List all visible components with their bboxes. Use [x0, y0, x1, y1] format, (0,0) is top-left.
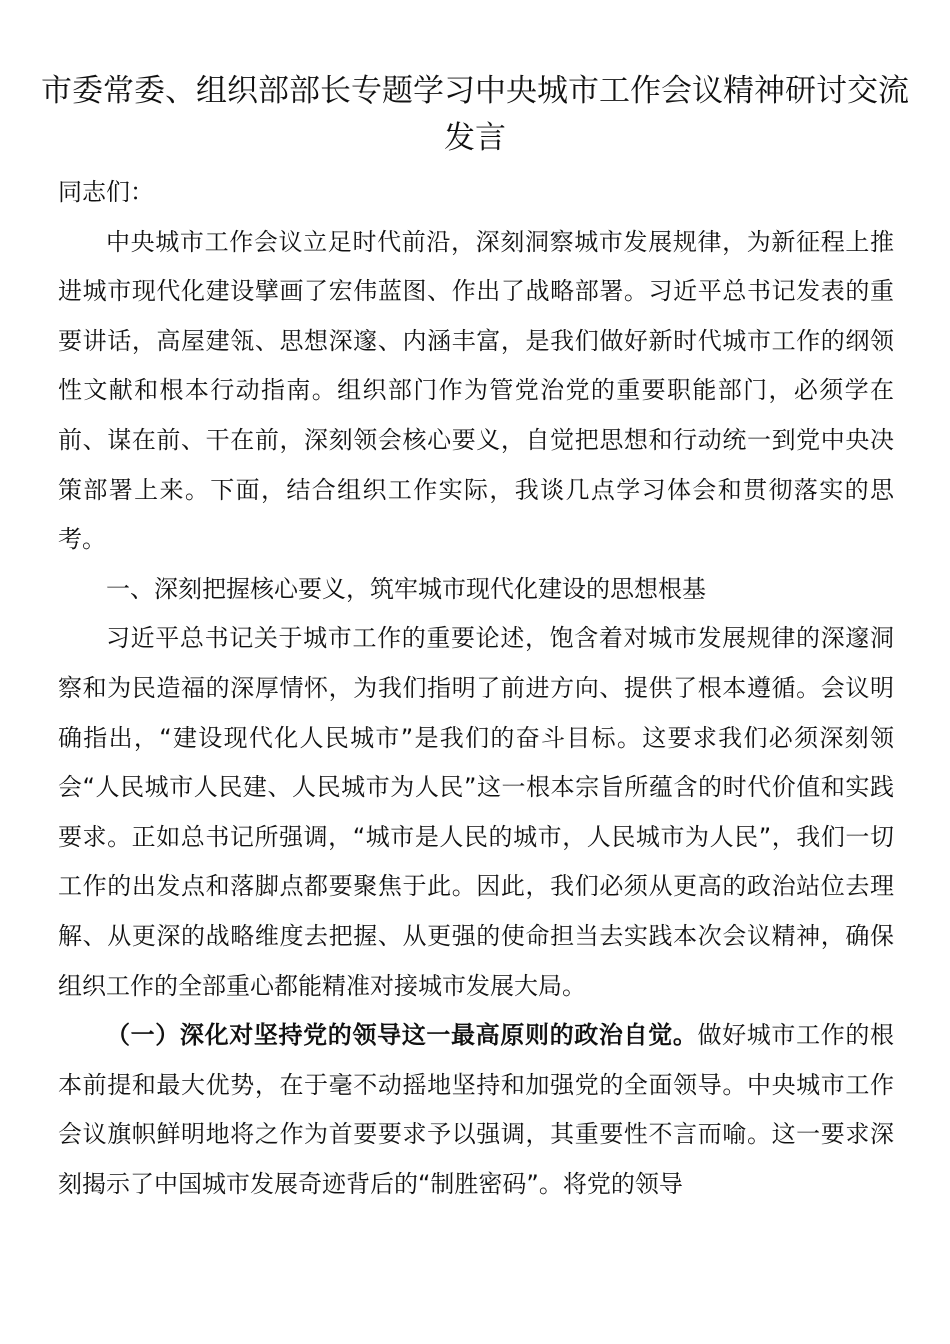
salutation: 同志们： — [58, 178, 154, 206]
subsection-1-text: 做好城市工作的根本前提和最大优势，在于毫不动摇地坚持和加强党的全面领导。中央城市工作会议旗帜鲜明地将之作为首要要求予以强调，其重要性不言而喻。这一要求深刻揭示了中国城市发展奇迹背后的“制胜密码”。将党的领导 — [58, 1021, 894, 1198]
intro-paragraph: 中央城市工作会议立足时代前沿，深刻洞察城市发展规律，为新征程上推进城市现代化建设擘画了宏伟蓝图、作出了战略部署。习近平总书记发表的重要讲话，高屋建瓴、思想深邃、内涵丰富，是我们做好新时代城市工作的纲领性文献和根本行动指南。组织部门作为管党治党的重要职能部门，必须学在前、谋在前、干在前，深刻领会核心要义，自觉把思想和行动统一到党中央决策部署上来。下面，结合组织工作实际，我谈几点学习体会和贯彻落实的思考。 — [58, 227, 894, 554]
subsection-1-lead: （一）深化对坚持党的领导这一最高原则的政治自觉。 — [106, 1021, 698, 1050]
document-title: 市委常委、组织部部长专题学习中央城市工作会议精神研讨交流发言 — [41, 73, 909, 156]
section-1-paragraph: 习近平总书记关于城市工作的重要论述，饱含着对城市发展规律的深邃洞察和为民造福的深厚情怀，为我们指明了前进方向、提供了根本遵循。会议明确指出，“建设现代化人民城市”是我们的奋斗目标。这要求我们必须深刻领会“人民城市人民建、人民城市为人民”这一根本宗旨所蕴含的时代价值和实践要求。正如总书记所强调，“城市是人民的城市，人民城市为人民”，我们一切工作的出发点和落脚点都要聚焦于此。因此，我们必须从更高的政治站位去理解、从更深的战略维度去把握、从更强的使命担当去实践本次会议精神，确保组织工作的全部重心都能精准对接城市发展大局。 — [58, 624, 894, 1000]
document-body — [58, 168, 894, 1209]
subsection-1-paragraph — [58, 1011, 894, 1209]
section-heading-1: 一、深刻把握核心要义，筑牢城市现代化建设的思想根基 — [106, 574, 706, 603]
